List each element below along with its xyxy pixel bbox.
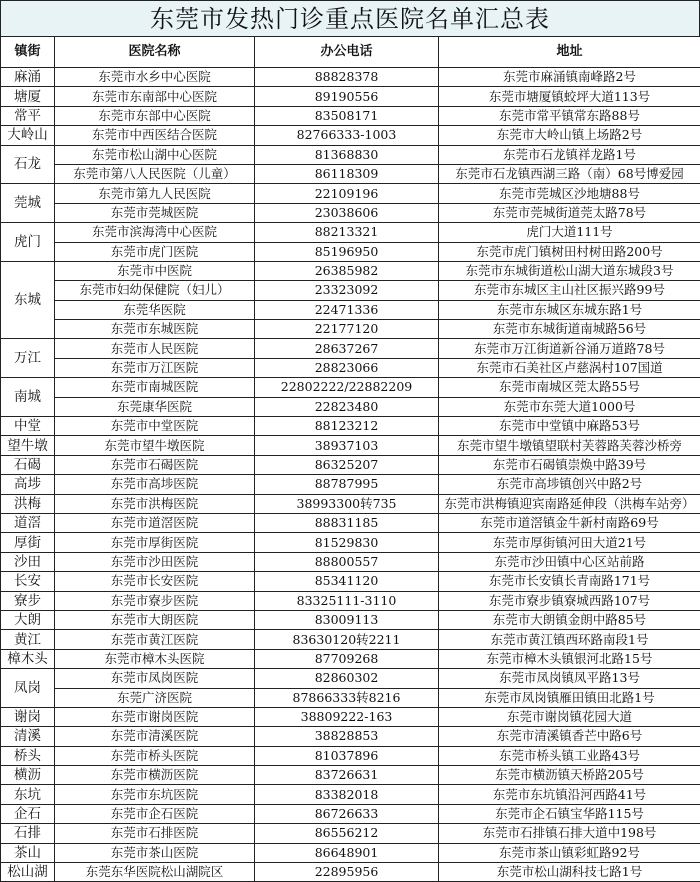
phone-cell: 86118309 [255, 164, 439, 183]
hospital-name-cell: 东莞市黄江医院 [55, 630, 255, 649]
town-cell: 横沥 [1, 766, 55, 785]
town-cell: 东坑 [1, 785, 55, 804]
table-row [1, 145, 700, 164]
phone-cell: 28637267 [255, 339, 439, 358]
address-cell: 东莞市高埗镇创兴中路2号 [439, 475, 700, 494]
table-row [1, 339, 700, 358]
phone-cell: 83325111-3110 [255, 591, 439, 610]
address-cell: 东莞市凤岗镇雁田镇田北路1号 [439, 688, 700, 707]
town-cell: 谢岗 [1, 707, 55, 726]
town-cell: 寮步 [1, 591, 55, 610]
hospital-table [0, 36, 700, 882]
phone-cell: 88800557 [255, 552, 439, 571]
table-row [1, 630, 700, 649]
hospital-name-cell: 东莞东华医院松山湖院区 [55, 863, 255, 882]
address-cell: 东莞市厚街镇河田大道21号 [439, 533, 700, 552]
hospital-name-cell: 东莞华医院 [55, 300, 255, 319]
address-cell: 东莞市清溪镇香芒中路6号 [439, 727, 700, 746]
hospital-name-cell: 东莞市东城医院 [55, 320, 255, 339]
town-cell: 茶山 [1, 843, 55, 862]
address-cell: 东莞市横沥镇天桥路205号 [439, 766, 700, 785]
address-cell: 东莞市道滘镇金牛新村南路69号 [439, 513, 700, 532]
town-cell: 厚街 [1, 533, 55, 552]
phone-cell: 88828378 [255, 68, 439, 87]
table-row [1, 475, 700, 494]
hospital-name-cell: 东莞市清溪医院 [55, 727, 255, 746]
address-cell: 东莞市望牛墩镇望联村芙蓉路芙蓉沙桥旁 [439, 436, 700, 455]
town-cell: 大岭山 [1, 126, 55, 145]
address-cell: 东莞市东城区主山社区振兴路99号 [439, 281, 700, 300]
phone-cell: 86648901 [255, 843, 439, 862]
table-row [1, 669, 700, 688]
table-row [1, 397, 700, 416]
address-cell: 东莞市石龙镇西湖三路（南）68号博爱园 [439, 164, 700, 183]
header-town: 镇街 [1, 37, 55, 68]
table-row [1, 261, 700, 280]
table-row [1, 533, 700, 552]
address-cell: 东莞市东坑镇沿河西路41号 [439, 785, 700, 804]
town-cell: 莞城 [1, 184, 55, 223]
town-cell: 樟木头 [1, 649, 55, 668]
town-cell: 道滘 [1, 513, 55, 532]
hospital-name-cell: 东莞市松山湖中心医院 [55, 145, 255, 164]
table-row [1, 804, 700, 823]
phone-cell: 88213321 [255, 223, 439, 242]
address-cell: 东莞市塘厦镇蛟坪大道113号 [439, 87, 700, 106]
address-cell: 东莞市中堂镇中麻路53号 [439, 417, 700, 436]
table-row [1, 417, 700, 436]
hospital-name-cell: 东莞市第八人民医院（儿童） [55, 164, 255, 183]
hospital-name-cell: 东莞市东部中心医院 [55, 106, 255, 125]
table-row [1, 126, 700, 145]
hospital-name-cell: 东莞市厚街医院 [55, 533, 255, 552]
phone-cell: 83630120转2211 [255, 630, 439, 649]
hospital-name-cell: 东莞康华医院 [55, 397, 255, 416]
address-cell: 东莞市寮步镇寮城西路107号 [439, 591, 700, 610]
phone-cell: 88831185 [255, 513, 439, 532]
phone-cell: 87866333转8216 [255, 688, 439, 707]
table-row [1, 378, 700, 397]
table-row [1, 610, 700, 629]
phone-cell: 22177120 [255, 320, 439, 339]
address-cell: 东莞市东莞大道1000号 [439, 397, 700, 416]
phone-cell: 22823480 [255, 397, 439, 416]
town-cell: 中堂 [1, 417, 55, 436]
address-cell: 东莞市莞城区沙地塘88号 [439, 184, 700, 203]
phone-cell: 88123212 [255, 417, 439, 436]
header-phone: 办公电话 [255, 37, 439, 68]
table-row [1, 281, 700, 300]
header-row [1, 37, 700, 68]
address-cell: 东莞市石美社区卢慈涡村107国道 [439, 358, 700, 377]
town-cell: 长安 [1, 572, 55, 591]
address-cell: 东莞市莞城街道莞太路78号 [439, 203, 700, 222]
phone-cell: 22471336 [255, 300, 439, 319]
table-row [1, 513, 700, 532]
hospital-name-cell: 东莞市万江医院 [55, 358, 255, 377]
address-cell: 东莞市常平镇常东路88号 [439, 106, 700, 125]
address-cell: 东莞市洪梅镇迎宾南路延伸段（洪梅车站旁） [439, 494, 700, 513]
address-cell: 东莞市石碣镇崇焕中路39号 [439, 455, 700, 474]
town-cell: 石龙 [1, 145, 55, 184]
table-row [1, 242, 700, 261]
table-row [1, 203, 700, 222]
phone-cell: 86325207 [255, 455, 439, 474]
hospital-name-cell: 东莞市南城医院 [55, 378, 255, 397]
address-cell: 东莞市樟木头镇银河北路15号 [439, 649, 700, 668]
town-cell: 石排 [1, 824, 55, 843]
table-row [1, 843, 700, 862]
hospital-name-cell: 东莞市中西医结合医院 [55, 126, 255, 145]
table-row [1, 87, 700, 106]
phone-cell: 38809222-163 [255, 707, 439, 726]
town-cell: 常平 [1, 106, 55, 125]
address-cell: 东莞市石龙镇祥龙路1号 [439, 145, 700, 164]
table-row [1, 785, 700, 804]
phone-cell: 85196950 [255, 242, 439, 261]
hospital-name-cell: 东莞市谢岗医院 [55, 707, 255, 726]
table-row [1, 436, 700, 455]
phone-cell: 22109196 [255, 184, 439, 203]
town-cell: 麻涌 [1, 68, 55, 87]
table-row [1, 707, 700, 726]
hospital-name-cell: 东莞广济医院 [55, 688, 255, 707]
hospital-name-cell: 东莞市茶山医院 [55, 843, 255, 862]
table-row [1, 320, 700, 339]
address-cell: 东莞市大朗镇金朗中路85号 [439, 610, 700, 629]
phone-cell: 26385982 [255, 261, 439, 280]
hospital-name-cell: 东莞市高埗医院 [55, 475, 255, 494]
phone-cell: 82860302 [255, 669, 439, 688]
table-row [1, 164, 700, 183]
table-row [1, 572, 700, 591]
town-cell: 企石 [1, 804, 55, 823]
town-cell: 松山湖 [1, 863, 55, 882]
address-cell: 东莞市桥头镇工业路43号 [439, 746, 700, 765]
hospital-name-cell: 东莞市洪梅医院 [55, 494, 255, 513]
hospital-name-cell: 东莞市长安医院 [55, 572, 255, 591]
town-cell: 东城 [1, 261, 55, 339]
table-row [1, 727, 700, 746]
address-cell: 东莞市企石镇宝华路115号 [439, 804, 700, 823]
address-cell: 东莞市黄江镇西环路南段1号 [439, 630, 700, 649]
hospital-name-cell: 东莞市石排医院 [55, 824, 255, 843]
address-cell: 东莞市凤岗镇凤平路13号 [439, 669, 700, 688]
town-cell: 洪梅 [1, 494, 55, 513]
table-row [1, 863, 700, 882]
hospital-name-cell: 东莞市横沥医院 [55, 766, 255, 785]
hospital-name-cell: 东莞市石碣医院 [55, 455, 255, 474]
phone-cell: 81368830 [255, 145, 439, 164]
hospital-name-cell: 东莞市东坑医院 [55, 785, 255, 804]
phone-cell: 22895956 [255, 863, 439, 882]
phone-cell: 88787995 [255, 475, 439, 494]
header-address: 地址 [439, 37, 700, 68]
hospital-name-cell: 东莞市企石医院 [55, 804, 255, 823]
hospital-name-cell: 东莞市桥头医院 [55, 746, 255, 765]
town-cell: 凤岗 [1, 669, 55, 708]
address-cell: 东莞市沙田镇中心区站前路 [439, 552, 700, 571]
phone-cell: 86556212 [255, 824, 439, 843]
phone-cell: 82766333-1003 [255, 126, 439, 145]
phone-cell: 81037896 [255, 746, 439, 765]
phone-cell: 38937103 [255, 436, 439, 455]
phone-cell: 38993300转735 [255, 494, 439, 513]
town-cell: 望牛墩 [1, 436, 55, 455]
town-cell: 黄江 [1, 630, 55, 649]
phone-cell: 28823066 [255, 358, 439, 377]
phone-cell: 87709268 [255, 649, 439, 668]
table-row [1, 591, 700, 610]
town-cell: 南城 [1, 378, 55, 417]
phone-cell: 89190556 [255, 87, 439, 106]
table-row [1, 106, 700, 125]
hospital-name-cell: 东莞市虎门医院 [55, 242, 255, 261]
phone-cell: 86726633 [255, 804, 439, 823]
phone-cell: 38828853 [255, 727, 439, 746]
page-title: 东莞市发热门诊重点医院名单汇总表 [0, 0, 700, 36]
phone-cell: 83726631 [255, 766, 439, 785]
hospital-name-cell: 东莞市中医院 [55, 261, 255, 280]
phone-cell: 22802222/22882209 [255, 378, 439, 397]
address-cell: 虎门大道111号 [439, 223, 700, 242]
hospital-name-cell: 东莞市东南部中心医院 [55, 87, 255, 106]
address-cell: 东莞市南城区莞太路55号 [439, 378, 700, 397]
town-cell: 塘厦 [1, 87, 55, 106]
address-cell: 东莞市茶山镇彩虹路92号 [439, 843, 700, 862]
town-cell: 高埗 [1, 475, 55, 494]
town-cell: 万江 [1, 339, 55, 378]
hospital-name-cell: 东莞市沙田医院 [55, 552, 255, 571]
hospital-name-cell: 东莞市第九人民医院 [55, 184, 255, 203]
table-row [1, 746, 700, 765]
phone-cell: 23038606 [255, 203, 439, 222]
address-cell: 东莞市松山湖科技七路1号 [439, 863, 700, 882]
table-row [1, 358, 700, 377]
hospital-name-cell: 东莞市水乡中心医院 [55, 68, 255, 87]
hospital-name-cell: 东莞市大朗医院 [55, 610, 255, 629]
hospital-name-cell: 东莞市道滘医院 [55, 513, 255, 532]
table-row [1, 184, 700, 203]
phone-cell: 85341120 [255, 572, 439, 591]
table-row [1, 68, 700, 87]
table-row [1, 824, 700, 843]
town-cell: 沙田 [1, 552, 55, 571]
address-cell: 东莞市谢岗镇花园大道 [439, 707, 700, 726]
hospital-name-cell: 东莞市中堂医院 [55, 417, 255, 436]
table-row [1, 223, 700, 242]
address-cell: 东莞市虎门镇树田村树田路200号 [439, 242, 700, 261]
hospital-name-cell: 东莞市寮步医院 [55, 591, 255, 610]
table-body [1, 68, 700, 882]
table-row [1, 300, 700, 319]
hospital-name-cell: 东莞市人民医院 [55, 339, 255, 358]
hospital-name-cell: 东莞市望牛墩医院 [55, 436, 255, 455]
phone-cell: 81529830 [255, 533, 439, 552]
table-row [1, 494, 700, 513]
phone-cell: 83382018 [255, 785, 439, 804]
table-row [1, 552, 700, 571]
address-cell: 东莞市万江街道新谷涌万道路78号 [439, 339, 700, 358]
town-cell: 清溪 [1, 727, 55, 746]
phone-cell: 83009113 [255, 610, 439, 629]
hospital-name-cell: 东莞市莞城医院 [55, 203, 255, 222]
phone-cell: 23323092 [255, 281, 439, 300]
town-cell: 桥头 [1, 746, 55, 765]
address-cell: 东莞市石排镇石排大道中198号 [439, 824, 700, 843]
address-cell: 东莞市麻涌镇南峰路2号 [439, 68, 700, 87]
address-cell: 东莞市东城街道南城路56号 [439, 320, 700, 339]
table-row [1, 688, 700, 707]
town-cell: 虎门 [1, 223, 55, 262]
town-cell: 大朗 [1, 610, 55, 629]
town-cell: 石碣 [1, 455, 55, 474]
address-cell: 东莞市长安镇长青南路171号 [439, 572, 700, 591]
hospital-name-cell: 东莞市凤岗医院 [55, 669, 255, 688]
table-row [1, 766, 700, 785]
address-cell: 东莞市东城区东城东路1号 [439, 300, 700, 319]
header-hospital-name: 医院名称 [55, 37, 255, 68]
table-row [1, 455, 700, 474]
address-cell: 东莞市大岭山镇上场路2号 [439, 126, 700, 145]
table-row [1, 649, 700, 668]
hospital-name-cell: 东莞市滨海湾中心医院 [55, 223, 255, 242]
hospital-name-cell: 东莞市妇幼保健院（妇儿） [55, 281, 255, 300]
hospital-name-cell: 东莞市樟木头医院 [55, 649, 255, 668]
address-cell: 东莞市东城街道松山湖大道东城段3号 [439, 261, 700, 280]
phone-cell: 83508171 [255, 106, 439, 125]
